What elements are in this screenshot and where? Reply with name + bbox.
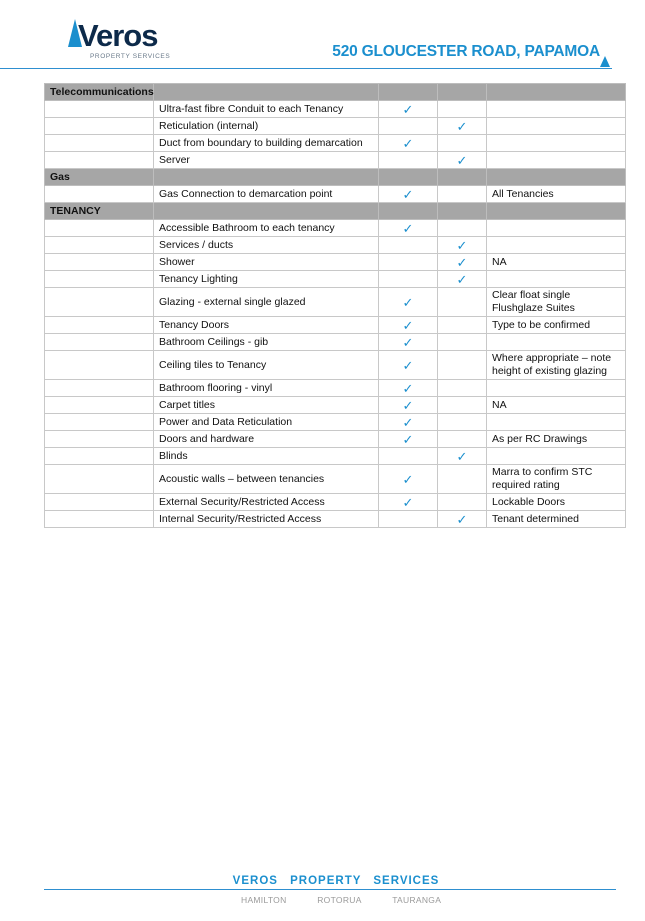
table-row	[45, 237, 626, 254]
table-row	[45, 431, 626, 448]
footer-city: TAURANGA	[392, 895, 442, 905]
tick-cell-col2	[438, 494, 487, 511]
first-column-cell	[45, 288, 154, 317]
section-header-row	[45, 203, 626, 220]
item-cell: External Security/Restricted Access	[154, 494, 379, 511]
item-cell: Internal Security/Restricted Access	[154, 511, 379, 528]
tick-cell-col1	[379, 511, 438, 528]
first-column-cell	[45, 118, 154, 135]
note-cell	[487, 152, 626, 169]
first-column-cell	[45, 101, 154, 118]
table-row	[45, 101, 626, 118]
tick-cell-col2	[438, 220, 487, 237]
tick-cell-col1: ✓	[379, 465, 438, 494]
item-cell: Tenancy Lighting	[154, 271, 379, 288]
first-column-cell	[45, 351, 154, 380]
section-label: Telecommunications	[45, 84, 154, 101]
brand-name: Veros	[78, 18, 158, 53]
tick-cell-col1	[379, 448, 438, 465]
section-empty-cell	[154, 203, 379, 220]
table-row	[45, 397, 626, 414]
table-row	[45, 220, 626, 237]
footer-cities	[241, 895, 469, 905]
tick-cell-col2: ✓	[438, 254, 487, 271]
note-cell	[487, 448, 626, 465]
footer-title: VEROS PROPERTY SERVICES	[232, 875, 440, 887]
first-column-cell	[45, 380, 154, 397]
first-column-cell	[45, 317, 154, 334]
first-column-cell	[45, 186, 154, 203]
tick-cell-col1: ✓	[379, 186, 438, 203]
tick-cell-col1: ✓	[379, 397, 438, 414]
tick-cell-col1: ✓	[379, 334, 438, 351]
header-divider	[0, 68, 612, 69]
section-empty-cell	[487, 169, 626, 186]
table-row	[45, 465, 626, 494]
section-label: Gas	[45, 169, 154, 186]
section-empty-cell	[438, 169, 487, 186]
item-cell: Gas Connection to demarcation point	[154, 186, 379, 203]
item-cell: Doors and hardware	[154, 431, 379, 448]
section-header-row	[45, 84, 626, 101]
tick-cell-col1: ✓	[379, 431, 438, 448]
table-row	[45, 414, 626, 431]
note-cell: As per RC Drawings	[487, 431, 626, 448]
item-cell: Reticulation (internal)	[154, 118, 379, 135]
item-cell: Ceiling tiles to Tenancy	[154, 351, 379, 380]
tick-cell-col2	[438, 135, 487, 152]
item-cell: Tenancy Doors	[154, 317, 379, 334]
tick-cell-col1	[379, 152, 438, 169]
first-column-cell	[45, 431, 154, 448]
first-column-cell	[45, 152, 154, 169]
section-label: TENANCY	[45, 203, 154, 220]
specification-table	[44, 83, 626, 528]
veros-logo	[66, 16, 186, 64]
first-column-cell	[45, 237, 154, 254]
table-row	[45, 152, 626, 169]
tick-cell-col1: ✓	[379, 351, 438, 380]
item-cell: Accessible Bathroom to each tenancy	[154, 220, 379, 237]
note-cell: Tenant determined	[487, 511, 626, 528]
section-empty-cell	[154, 169, 379, 186]
table-row	[45, 271, 626, 288]
footer-city: HAMILTON	[241, 895, 287, 905]
tick-cell-col2: ✓	[438, 237, 487, 254]
tick-cell-col2	[438, 101, 487, 118]
tick-cell-col1: ✓	[379, 494, 438, 511]
tick-cell-col2	[438, 431, 487, 448]
tick-cell-col2	[438, 186, 487, 203]
note-cell: Clear float single Flushglaze Suites	[487, 288, 626, 317]
tick-cell-col2: ✓	[438, 152, 487, 169]
footer-divider	[44, 889, 616, 890]
tick-cell-col2: ✓	[438, 448, 487, 465]
triangle-accent-icon	[600, 56, 610, 67]
item-cell: Blinds	[154, 448, 379, 465]
note-cell	[487, 414, 626, 431]
first-column-cell	[45, 135, 154, 152]
tick-cell-col1: ✓	[379, 220, 438, 237]
item-cell: Services / ducts	[154, 237, 379, 254]
note-cell	[487, 271, 626, 288]
item-cell: Shower	[154, 254, 379, 271]
item-cell: Duct from boundary to building demarcation	[154, 135, 379, 152]
note-cell	[487, 334, 626, 351]
note-cell: NA	[487, 397, 626, 414]
tick-cell-col2	[438, 317, 487, 334]
tick-cell-col2	[438, 414, 487, 431]
table-row	[45, 186, 626, 203]
tick-cell-col2	[438, 351, 487, 380]
tick-cell-col1: ✓	[379, 380, 438, 397]
table-row	[45, 511, 626, 528]
item-cell: Ultra-fast fibre Conduit to each Tenancy	[154, 101, 379, 118]
item-cell: Bathroom flooring - vinyl	[154, 380, 379, 397]
tick-cell-col1	[379, 271, 438, 288]
section-empty-cell	[438, 84, 487, 101]
note-cell	[487, 220, 626, 237]
footer-city: ROTORUA	[317, 895, 362, 905]
table-row	[45, 351, 626, 380]
item-cell: Carpet titles	[154, 397, 379, 414]
tick-cell-col2	[438, 397, 487, 414]
first-column-cell	[45, 511, 154, 528]
first-column-cell	[45, 414, 154, 431]
first-column-cell	[45, 397, 154, 414]
tick-cell-col1: ✓	[379, 101, 438, 118]
tick-cell-col2: ✓	[438, 511, 487, 528]
tick-cell-col2	[438, 288, 487, 317]
tick-cell-col2: ✓	[438, 118, 487, 135]
first-column-cell	[45, 220, 154, 237]
item-cell: Bathroom Ceilings - gib	[154, 334, 379, 351]
table-row	[45, 494, 626, 511]
first-column-cell	[45, 448, 154, 465]
table-row	[45, 254, 626, 271]
note-cell	[487, 135, 626, 152]
table-row	[45, 288, 626, 317]
tick-cell-col2	[438, 334, 487, 351]
table-row	[45, 380, 626, 397]
tick-cell-col1: ✓	[379, 414, 438, 431]
item-cell: Server	[154, 152, 379, 169]
tick-cell-col1	[379, 118, 438, 135]
tick-cell-col2	[438, 380, 487, 397]
note-cell	[487, 380, 626, 397]
first-column-cell	[45, 334, 154, 351]
table-row	[45, 317, 626, 334]
section-empty-cell	[379, 169, 438, 186]
section-empty-cell	[487, 203, 626, 220]
section-empty-cell	[379, 203, 438, 220]
note-cell	[487, 118, 626, 135]
tick-cell-col2: ✓	[438, 271, 487, 288]
specification-table-body	[45, 84, 626, 528]
table-row	[45, 135, 626, 152]
tick-cell-col1	[379, 254, 438, 271]
item-cell: Acoustic walls – between tenancies	[154, 465, 379, 494]
section-header-row	[45, 169, 626, 186]
note-cell: Marra to confirm STC required rating	[487, 465, 626, 494]
property-address: 520 GLOUCESTER ROAD, PAPAMOA	[332, 43, 600, 60]
tick-cell-col1	[379, 237, 438, 254]
table-row	[45, 118, 626, 135]
section-empty-cell	[379, 84, 438, 101]
note-cell: NA	[487, 254, 626, 271]
brand-subtitle: PROPERTY SERVICES	[90, 53, 171, 60]
item-cell: Glazing - external single glazed	[154, 288, 379, 317]
tick-cell-col1: ✓	[379, 135, 438, 152]
table-row	[45, 448, 626, 465]
item-cell: Power and Data Reticulation	[154, 414, 379, 431]
tick-cell-col2	[438, 465, 487, 494]
note-cell: Type to be confirmed	[487, 317, 626, 334]
note-cell: Lockable Doors	[487, 494, 626, 511]
note-cell: All Tenancies	[487, 186, 626, 203]
note-cell: Where appropriate – note height of existing glazing	[487, 351, 626, 380]
tick-cell-col1: ✓	[379, 288, 438, 317]
section-empty-cell	[438, 203, 487, 220]
first-column-cell	[45, 254, 154, 271]
first-column-cell	[45, 271, 154, 288]
first-column-cell	[45, 465, 154, 494]
note-cell	[487, 237, 626, 254]
first-column-cell	[45, 494, 154, 511]
table-row	[45, 334, 626, 351]
note-cell	[487, 101, 626, 118]
section-empty-cell	[154, 84, 379, 101]
tick-cell-col1: ✓	[379, 317, 438, 334]
section-empty-cell	[487, 84, 626, 101]
